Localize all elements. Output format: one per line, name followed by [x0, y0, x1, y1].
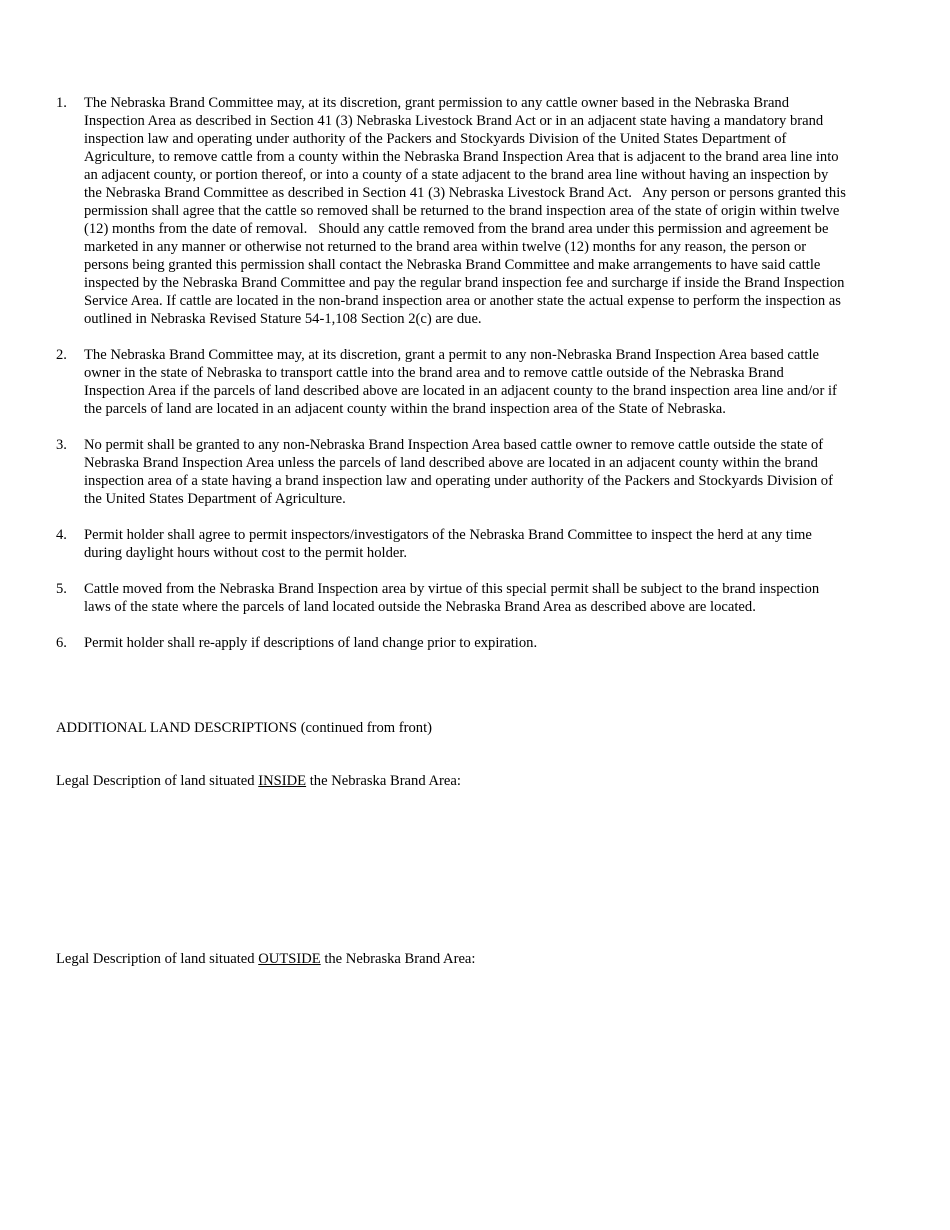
- term-text: The Nebraska Brand Committee may, at its discretion, grant permission to any cattle owner based in the Nebraska Brand Inspection Area as described in Section 41 (3) Nebraska Livestock Brand Act or in an adjacent state having a mandatory brand inspection law and operating under authority of the Packers and Stockyards Division of the United States Department of Agriculture, to remove cattle from a county within the Nebraska Brand Inspection Area that is adjacent to the brand area line into an adjacent county, or portion thereof, or into a county of a state adjacent to the brand area line without having an inspection by the Nebraska Brand Committee as described in Section 41 (3) Nebraska Livestock Brand Act. Any person or persons granted this permission shall agree that the cattle so removed shall be returned to the brand inspection area of the state of origin within twelve (12) months from the date of removal. Should any cattle removed from the brand area under this permission and agreement be marketed in any manner or otherwise not returned to the brand area within twelve (12) months for any reason, the person or persons being granted this permission shall contact the Nebraska Brand Committee and make arrangements to have said cattle inspected by the Nebraska Brand Committee and pay the regular brand inspection fee and surcharge if inside the Brand Inspection Service Area. If cattle are located in the non-brand inspection area or another state the actual expense to perform the inspection as outlined in Nebraska Revised Stature 54-1,108 Section 2(c) are due.: [84, 95, 850, 327]
- term-text: Permit holder shall re-apply if descriptions of land change prior to expiration.: [84, 635, 538, 651]
- term-number: 3.: [56, 437, 67, 453]
- term-text: The Nebraska Brand Committee may, at its discretion, grant a permit to any non-Nebraska Brand Inspection Area based cattle owner in the state of Nebraska to transport cattle into the brand area and to remove cattle outside of the Nebraska Brand Inspection Area if the parcels of land described above are located in an adjacent county to the brand inspection area line and/or if the parcels of land are located in an adjacent county within the brand inspection area of the State of Nebraska.: [84, 347, 841, 417]
- term-text: Cattle moved from the Nebraska Brand Inspection area by virtue of this special permit shall be subject to the brand inspection laws of the state where the parcels of land located outside the Nebraska Brand Area as described above are located.: [84, 581, 823, 615]
- permit-term-5: [56, 580, 846, 616]
- term-number: 1.: [56, 95, 67, 111]
- permit-term-3: [56, 436, 846, 508]
- outside-label-suffix: the Nebraska Brand Area:: [320, 951, 476, 967]
- outside-brand-area-description-label: [56, 950, 475, 968]
- term-number: 6.: [56, 635, 67, 651]
- permit-term-2: [56, 346, 846, 418]
- permit-term-1: [56, 94, 850, 328]
- term-number: 4.: [56, 527, 67, 543]
- inside-keyword: INSIDE: [258, 773, 307, 789]
- term-number: 2.: [56, 347, 67, 363]
- inside-label-prefix: Legal Description of land situated: [56, 773, 259, 789]
- permit-terms-list: [56, 94, 850, 670]
- permit-term-4: [56, 526, 846, 562]
- outside-label-prefix: Legal Description of land situated: [56, 951, 259, 967]
- inside-brand-area-description-label: [56, 772, 461, 790]
- outside-keyword: OUTSIDE: [258, 951, 321, 967]
- additional-land-heading: ADDITIONAL LAND DESCRIPTIONS (continued from front): [56, 720, 433, 736]
- term-text: No permit shall be granted to any non-Nebraska Brand Inspection Area based cattle owner to remove cattle outside the state of Nebraska Brand Inspection Area unless the parcels of land described above are located in an adjacent county within the brand inspection area of a state having a brand inspection law and operating under authority of the Packers and Stockyards Division of the United States Department of Agriculture.: [84, 437, 837, 507]
- permit-term-6: [56, 634, 846, 652]
- inside-label-suffix: the Nebraska Brand Area:: [306, 773, 461, 789]
- term-number: 5.: [56, 581, 67, 597]
- term-text: Permit holder shall agree to permit inspectors/investigators of the Nebraska Brand Committee to inspect the herd at any time during daylight hours without cost to the permit holder.: [84, 527, 816, 561]
